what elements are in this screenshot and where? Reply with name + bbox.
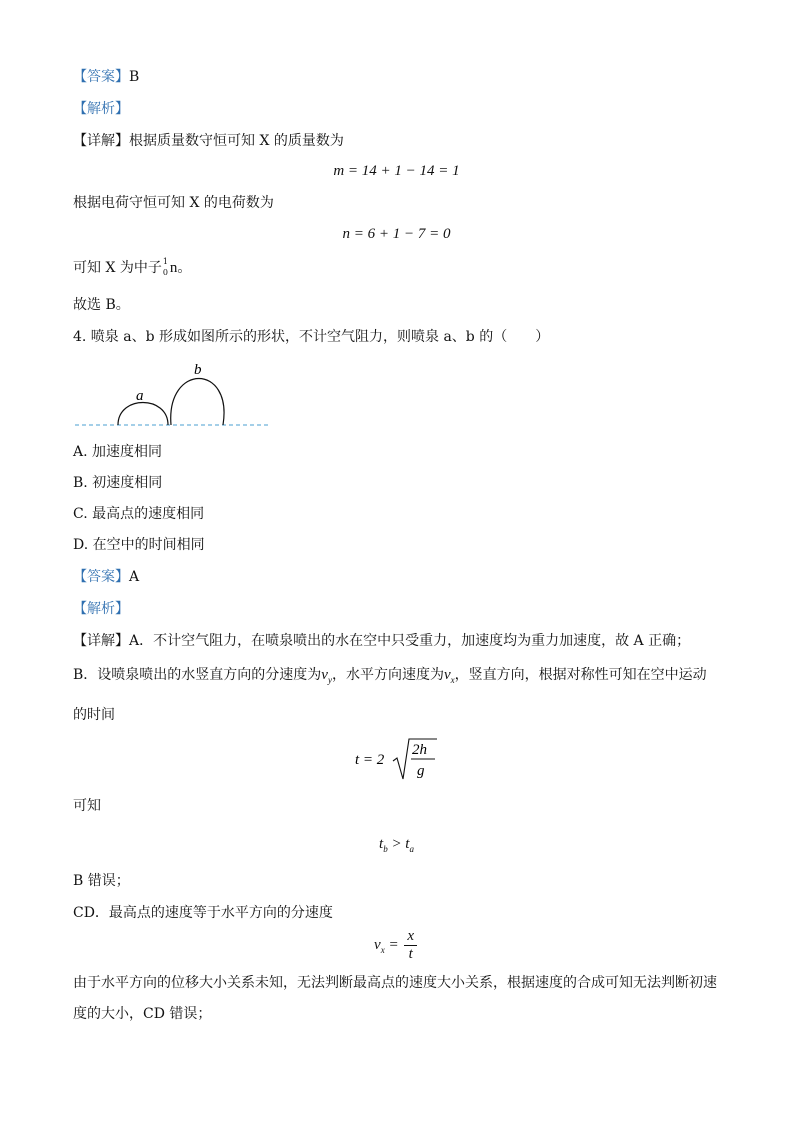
fountain-a-label: a (136, 388, 144, 404)
question-4-stem: 4. 喷泉 a、b 形成如图所示的形状，不计空气阻力，则喷泉 a、b 的（ ） (73, 329, 550, 345)
vx-formula: $v_x$ = $\frac{x}{t}$ (0, 928, 793, 963)
nuclide-numbers (162, 259, 170, 277)
analysis-line (73, 100, 129, 118)
q4-analysis-tag: 【解析】 (73, 601, 129, 617)
cd-line-text: CD．最高点的速度等于水平方向的分速度 (73, 905, 333, 921)
option-c: C. 最高点的速度相同 (73, 506, 205, 522)
q4-answer-line (73, 568, 139, 586)
charge-equation: n = 6 + 1 − 7 = 0 (342, 226, 451, 242)
option-a: A. 加速度相同 (73, 444, 163, 460)
q4-detail-a-line (73, 632, 690, 650)
q4-answer-value: A (129, 569, 140, 585)
fountain-b-arc (171, 379, 224, 426)
fountain-a-arc (118, 403, 168, 426)
neutron-period: 。 (177, 260, 192, 276)
cd-reason-2: 度的大小，CD 错误； (73, 1006, 212, 1022)
b-wrong-text: B 错误； (73, 873, 130, 889)
q4-detail-b-post: ，竖直方向，根据对称性可知在空中运动 (454, 667, 707, 683)
detail-text: 根据质量数守恒可知 X 的质量数为 (129, 133, 344, 149)
option-b: B. 初速度相同 (73, 475, 163, 491)
q4-analysis-line (73, 600, 129, 618)
nuclide-mass: 1 (162, 257, 168, 266)
fountain-b-label: b (194, 362, 202, 378)
q4-detail-b2: 的时间 (73, 707, 115, 723)
vx-fraction (404, 928, 417, 963)
q4-detail-b-line (73, 666, 707, 689)
nuclide-symbol: n (169, 260, 178, 276)
q4-detail-b-pre: B．设喷泉喷出的水竖直方向的分速度为 (73, 667, 322, 683)
q4-detail-b-mid: ，水平方向速度为 (331, 667, 444, 683)
vx-denominator: t (408, 946, 413, 962)
q4-detail-a-text: A．不计空气阻力，在喷泉喷出的水在空中只受重力，加速度均为重力加速度，故 A 正确； (129, 633, 691, 649)
mass-equation: m = 14 + 1 − 14 = 1 (333, 163, 460, 179)
cd-reason-1: 由于水平方向的位移大小关系未知，无法判断最高点的速度大小关系，根据速度的合成可知无法判断初速 (73, 975, 717, 991)
nuclide-charge: 0 (162, 268, 168, 277)
conclusion-text: 故选 B。 (73, 297, 130, 313)
answer-line (73, 68, 139, 86)
vy-symbol: $v_y$ (321, 667, 332, 685)
detail-line (73, 132, 344, 150)
know-text: 可知 (73, 798, 101, 814)
neutron-text: 可知 X 为中子 (73, 260, 162, 276)
option-d: D. 在空中的时间相同 (73, 537, 205, 553)
time-compare: $t_b > t_a$ (379, 836, 414, 854)
vx-numerator: x (404, 928, 417, 946)
analysis-tag: 【解析】 (73, 101, 129, 117)
time-formula-lhs: t = 2 (355, 752, 385, 768)
q4-detail-tag: 【详解】 (73, 633, 129, 649)
detail-tag: 【详解】 (73, 133, 129, 149)
vx-symbol: $v_x$ (443, 667, 455, 685)
q4-answer-tag: 【答案】 (73, 569, 129, 585)
charge-text: 根据电荷守恒可知 X 的电荷数为 (73, 195, 274, 211)
time-formula-numerator: 2h (412, 742, 427, 758)
neutron-line (73, 259, 191, 277)
time-formula (355, 735, 445, 785)
time-formula-denominator: g (417, 763, 425, 779)
answer-value: B (129, 69, 140, 85)
answer-tag: 【答案】 (73, 69, 129, 85)
fountain-figure (73, 355, 273, 430)
